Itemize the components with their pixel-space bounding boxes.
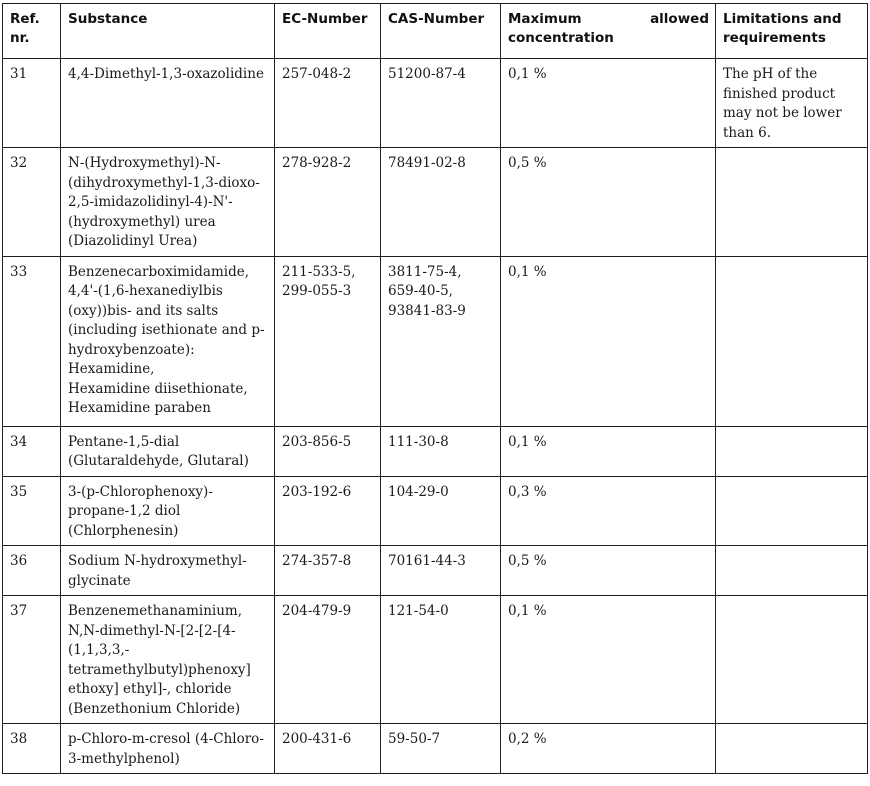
- cell-cas-number: [381, 256, 501, 426]
- cell-max-concentration: 0,1 %: [501, 426, 716, 476]
- ec-line: 211-533-5,: [282, 263, 356, 280]
- cell-max-concentration: 0,1 %: [501, 596, 716, 724]
- cell-cas-number: 121-54-0: [381, 596, 501, 724]
- substance-line: Hexamidine,: [68, 361, 155, 377]
- cell-substance: 3-(p-Chlorophenoxy)-propane-1,2 diol (Chlorphenesin): [61, 476, 275, 546]
- table-row: [3, 256, 868, 426]
- header-max-word: Maximum: [508, 11, 582, 27]
- cell-ref: 35: [3, 476, 61, 546]
- cell-cas-number: 111-30-8: [381, 426, 501, 476]
- table-row: [3, 546, 868, 596]
- cell-ec-number: 200-431-6: [275, 724, 381, 774]
- cell-ref: 38: [3, 724, 61, 774]
- cell-cas-number: 104-29-0: [381, 476, 501, 546]
- preservatives-table: [2, 3, 868, 774]
- cell-cas-number: 70161-44-3: [381, 546, 501, 596]
- cell-limitations: [716, 256, 868, 426]
- cell-substance: Sodium N-hydroxymethyl-glycinate: [61, 546, 275, 596]
- cell-limitations: [716, 426, 868, 476]
- cas-line: 3811-75-4,: [388, 263, 462, 280]
- cell-max-concentration: 0,5 %: [501, 148, 716, 257]
- cell-limitations: [716, 596, 868, 724]
- table-row: [3, 596, 868, 724]
- cell-ec-number: 203-856-5: [275, 426, 381, 476]
- cas-line: 659-40-5,: [388, 283, 453, 299]
- cell-cas-number: 59-50-7: [381, 724, 501, 774]
- cell-ref: 33: [3, 256, 61, 426]
- table-row: [3, 476, 868, 546]
- header-max-concentration: [501, 4, 716, 59]
- cell-ec-number: 274-357-8: [275, 546, 381, 596]
- cell-limitations: [716, 476, 868, 546]
- cell-ref: 34: [3, 426, 61, 476]
- cell-limitations: The pH of the finished product may not be lower than 6.: [716, 59, 868, 148]
- cell-max-concentration: 0,1 %: [501, 59, 716, 148]
- cell-cas-number: 78491-02-8: [381, 148, 501, 257]
- header-limitations: Limitations and requirements: [716, 4, 868, 59]
- cas-line: 93841-83-9: [388, 302, 466, 319]
- cell-max-concentration: 0,5 %: [501, 546, 716, 596]
- cell-limitations: [716, 546, 868, 596]
- table-row: [3, 426, 868, 476]
- cell-substance: p-Chloro-m-cresol (4-Chloro-3-methylphenol): [61, 724, 275, 774]
- cell-ref: 32: [3, 148, 61, 257]
- cell-substance: [61, 256, 275, 426]
- cell-ec-number: [275, 256, 381, 426]
- cell-substance: Benzenemethanaminium, N,N-dimethyl-N-[2-[2-[4-(1,1,3,3,-tetramethylbutyl)phenoxy] ethoxy] ethyl]-, chloride (Benzethonium Chloride): [61, 596, 275, 724]
- cell-ref: 31: [3, 59, 61, 148]
- table-row: [3, 59, 868, 148]
- substance-line: Hexamidine paraben: [68, 400, 211, 416]
- header-cas-number: CAS-Number: [381, 4, 501, 59]
- cell-ec-number: 278-928-2: [275, 148, 381, 257]
- header-concentration-word: concentration: [508, 30, 614, 46]
- header-ec-number: EC-Number: [275, 4, 381, 59]
- cell-max-concentration: 0,3 %: [501, 476, 716, 546]
- substance-line: Benzenecarboximidamide, 4,4'-(1,6-hexanediylbis (oxy))bis- and its salts (including isethionate and p-hydroxybenzoate):: [68, 263, 265, 358]
- ec-line: 299-055-3: [282, 283, 352, 299]
- cell-ref: 36: [3, 546, 61, 596]
- cell-substance: Pentane-1,5-dial (Glutaraldehyde, Glutaral): [61, 426, 275, 476]
- table-row: [3, 724, 868, 774]
- substance-line: Hexamidine diisethionate,: [68, 380, 248, 397]
- header-allowed-word: allowed: [650, 11, 709, 27]
- header-row: [3, 4, 868, 59]
- cell-limitations: [716, 724, 868, 774]
- header-ref: Ref. nr.: [3, 4, 61, 59]
- cell-substance: 4,4-Dimethyl-1,3-oxazolidine: [61, 59, 275, 148]
- cell-ec-number: 204-479-9: [275, 596, 381, 724]
- table-row: [3, 148, 868, 257]
- cell-limitations: [716, 148, 868, 257]
- cell-max-concentration: 0,2 %: [501, 724, 716, 774]
- cell-cas-number: 51200-87-4: [381, 59, 501, 148]
- cell-max-concentration: 0,1 %: [501, 256, 716, 426]
- cell-substance: N-(Hydroxymethyl)-N-(dihydroxymethyl-1,3-dioxo-2,5-imidazolidinyl-4)-N'-(hydroxymethyl) urea (Diazolidinyl Urea): [61, 148, 275, 257]
- cell-ec-number: 203-192-6: [275, 476, 381, 546]
- header-substance: Substance: [61, 4, 275, 59]
- cell-ref: 37: [3, 596, 61, 724]
- cell-ec-number: 257-048-2: [275, 59, 381, 148]
